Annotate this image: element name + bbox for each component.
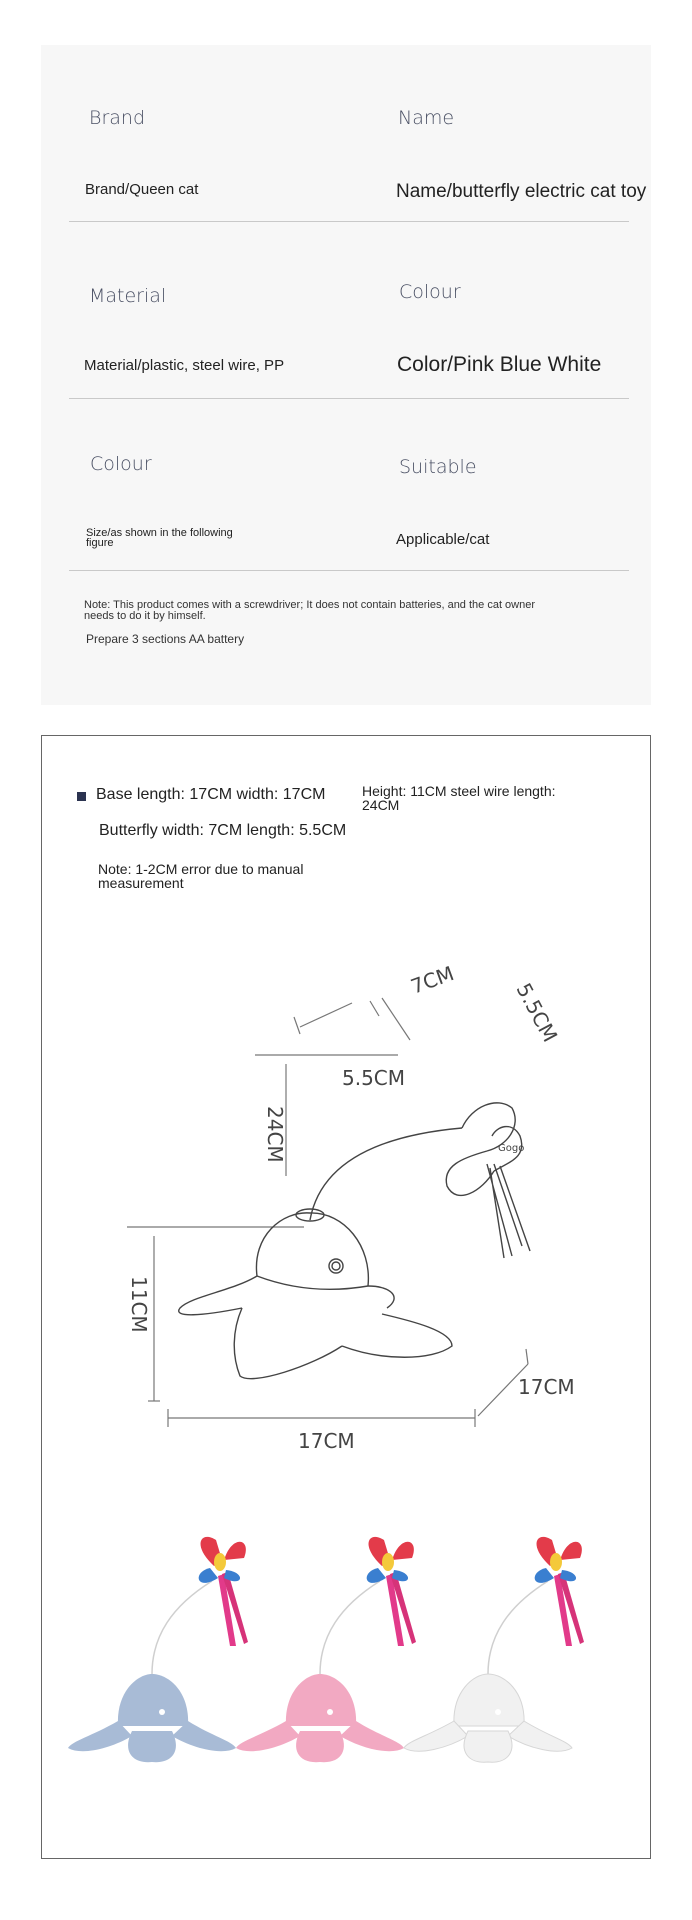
material-value: Material/plastic, steel wire, PP <box>84 357 285 374</box>
suitable-label: Suitable <box>399 456 477 478</box>
variant-pink <box>236 1537 416 1762</box>
variant-white <box>404 1537 584 1762</box>
logo-text: Gogo <box>498 1143 525 1154</box>
wire-length-label: 24CM <box>263 1106 287 1163</box>
brand-value: Brand/Queen cat <box>85 181 199 198</box>
brand-label: Brand <box>89 107 145 129</box>
height-label: 11CM <box>127 1276 151 1333</box>
name-label: Name <box>398 107 455 129</box>
butterfly-length-label: 5.5CM <box>511 979 563 1047</box>
size-value: Size/as shown in the following figure <box>86 527 233 549</box>
span-label: 5.5CM <box>342 1066 406 1090</box>
colour-variants <box>42 1526 650 1786</box>
height-text: Height: 11CM steel wire length: 24CM <box>362 783 556 813</box>
colour-label: Colour <box>399 281 461 303</box>
name-value: Name/butterfly electric cat toy <box>396 181 647 202</box>
base-length-label: 17CM <box>298 1429 355 1453</box>
suitable-value: Applicable/cat <box>396 531 490 548</box>
butterfly-width-label: 7CM <box>407 961 458 999</box>
battery-note: Note: This product comes with a screwdriver; It does not contain batteries, and the cat owner needs to do it by himself. <box>84 599 536 622</box>
dimension-panel <box>41 735 651 1859</box>
butterfly-size-text: Butterfly width: 7CM length: 5.5CM <box>99 822 347 839</box>
row-divider <box>69 570 629 571</box>
dimension-diagram <box>42 946 650 1506</box>
base-width-label: 17CM <box>518 1375 575 1399</box>
battery-note-2: Prepare 3 sections AA battery <box>86 632 245 646</box>
bullet-icon <box>77 792 86 801</box>
material-label: Material <box>89 285 167 307</box>
colour-value: Color/Pink Blue White <box>397 353 602 376</box>
base-size-text: Base length: 17CM width: 17CM <box>96 786 326 803</box>
variant-blue <box>68 1537 248 1762</box>
row-divider <box>69 398 629 399</box>
row-divider <box>69 221 629 222</box>
error-note: Note: 1-2CM error due to manual measurement <box>98 861 304 891</box>
size-label: Colour <box>90 453 152 475</box>
spec-panel <box>41 45 651 705</box>
